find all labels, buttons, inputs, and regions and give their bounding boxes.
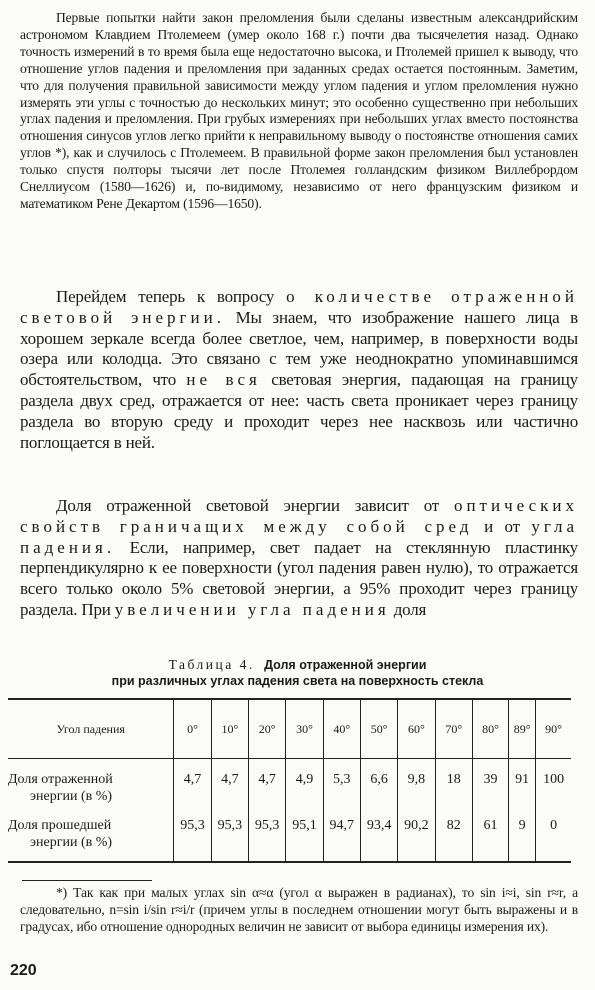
table-spacer-row <box>8 759 571 772</box>
row-label-line1: Доля отраженной <box>8 772 113 787</box>
table-cell: 95,1 <box>286 817 323 862</box>
angle-header: 50° <box>360 699 397 759</box>
table-cell: 5,3 <box>323 771 360 817</box>
table-row-reflected <box>8 771 571 817</box>
table-cell: 4,7 <box>249 771 286 817</box>
row-label-line2: энергии (в %) <box>30 789 113 804</box>
table-cell: 9 <box>509 817 536 862</box>
paragraph-text: доля <box>393 599 427 619</box>
angle-header: 40° <box>323 699 360 759</box>
table-number: Таблица 4. <box>168 657 255 672</box>
paragraph-text: Если, например, свет падает на стеклянную пластинку перпендикулярно к ее поверхности (угол падения равен нулю), то отражается всего только около 5% световой энергии, а 95% проходит через границу раздела. При <box>20 537 578 619</box>
paragraph-text: и от <box>484 516 520 536</box>
table-cell: 95,3 <box>249 817 286 862</box>
paragraph-text: Мы знаем, что изображение нашего лица в хорошем зеркале всегда более светлое, чем, например, в поверхности воды озера или колодца. Это связано с тем уже неоднократно упоминавшимся обстоятельством, что <box>20 307 578 390</box>
table-cell: 90,2 <box>398 817 435 862</box>
spaced-emphasis: увеличении угла падения <box>114 599 390 619</box>
table-row-transmitted <box>8 817 571 862</box>
table-cell: 82 <box>435 817 472 862</box>
table-cell: 6,6 <box>360 771 397 817</box>
table-cell: 39 <box>472 771 508 817</box>
angle-header: 70° <box>435 699 472 759</box>
table-cell: 91 <box>509 771 536 817</box>
table-cell: 0 <box>536 817 571 862</box>
reflection-table <box>8 698 571 863</box>
table-cell: 4,9 <box>286 771 323 817</box>
paragraph-reflected-energy <box>20 287 578 453</box>
row-label-line2: энергии (в %) <box>30 835 113 850</box>
angle-header: 89° <box>509 699 536 759</box>
table-title-line1: Доля отраженной энергии <box>264 658 427 672</box>
spaced-emphasis: о количестве отраженной световой энергии. <box>20 287 578 327</box>
paragraph-text: Перейдем теперь к вопросу <box>56 287 275 306</box>
table-cell: 61 <box>472 817 508 862</box>
table-cell: 4,7 <box>174 771 211 817</box>
angle-header: 60° <box>398 699 435 759</box>
table-cell: 95,3 <box>211 817 248 862</box>
table-cell: 9,8 <box>398 771 435 817</box>
row-label <box>8 817 174 862</box>
spaced-emphasis: не вся <box>186 370 261 390</box>
angle-header: 10° <box>211 699 248 759</box>
row-label <box>8 771 174 817</box>
table-cell: 100 <box>536 771 571 817</box>
table-cell: 18 <box>435 771 472 817</box>
table-cell: 95,3 <box>174 817 211 862</box>
table-header-row <box>8 699 571 759</box>
header-label: Угол падения <box>8 699 174 759</box>
footnote: *) Так как при малых углах sin α≈α (угол α выражен в радианах), то sin i≈i, sin r≈r, а следовательно, n=sin i/sin r≈i/r (причем углы в последнем отношении могут быть выражены и в градусах, ибо отношение однородных величин не зависит от выбора единицы измерения их). <box>20 885 578 934</box>
spaced-emphasis: угла падения. <box>20 516 578 557</box>
angle-header: 20° <box>249 699 286 759</box>
angle-header: 90° <box>536 699 571 759</box>
paragraph-optical-properties <box>20 496 578 621</box>
table-cell: 94,7 <box>323 817 360 862</box>
table-caption <box>0 657 595 689</box>
table-cell: 4,7 <box>211 771 248 817</box>
spaced-emphasis: оптических свойств граничащих между собой сред <box>20 496 578 536</box>
footnote-divider <box>22 880 152 881</box>
row-label-line1: Доля прошедшей <box>8 818 112 833</box>
angle-header: 0° <box>174 699 211 759</box>
paragraph-text: Доля отраженной световой энергии зависит от <box>56 496 440 515</box>
intro-paragraph: Первые попытки найти закон преломления были сделаны известным александрийским астрономом Клавдием Птолемеем (умер около 168 г.) почти два тысячелетия назад. Однако точность измерений в то время была еще недостаточно высока, и Птолемей пришел к выводу, что отношение углов падения и преломления при заданных средах остается постоянным. Заметим, что для получения правильной зависимости между углом падения и углом преломления нужно измерять эти углы с точностью до нескольких минут; это особенно существенно при небольших углах падения и преломления. При грубых измерениях при небольших углах вместо постоянства отношения синусов углов легко прийти к неправильному выводу о постоянстве отношения самих углов *), как и случилось с Птолемеем. В правильной форме закон преломления был установлен только спустя полторы тысячи лет после Птолемея голландским физиком Виллебрордом Снеллиусом (1580—1626) и, по-видимому, независимо от него французским физиком и математиком Рене Декартом (1596—1650). <box>20 10 578 211</box>
table-cell: 93,4 <box>360 817 397 862</box>
table-title-line2: при различных углах падения света на поверхность стекла <box>111 674 484 688</box>
paragraph-text: световая энергия, падающая на границу раздела двух сред, отражается от нее: часть света проникает через границу раздела во вторую среду и проходит через нее насквозь или частично поглощается в ней. <box>20 370 578 452</box>
angle-header: 80° <box>472 699 508 759</box>
angle-header: 30° <box>286 699 323 759</box>
page-number: 220 <box>10 962 37 979</box>
